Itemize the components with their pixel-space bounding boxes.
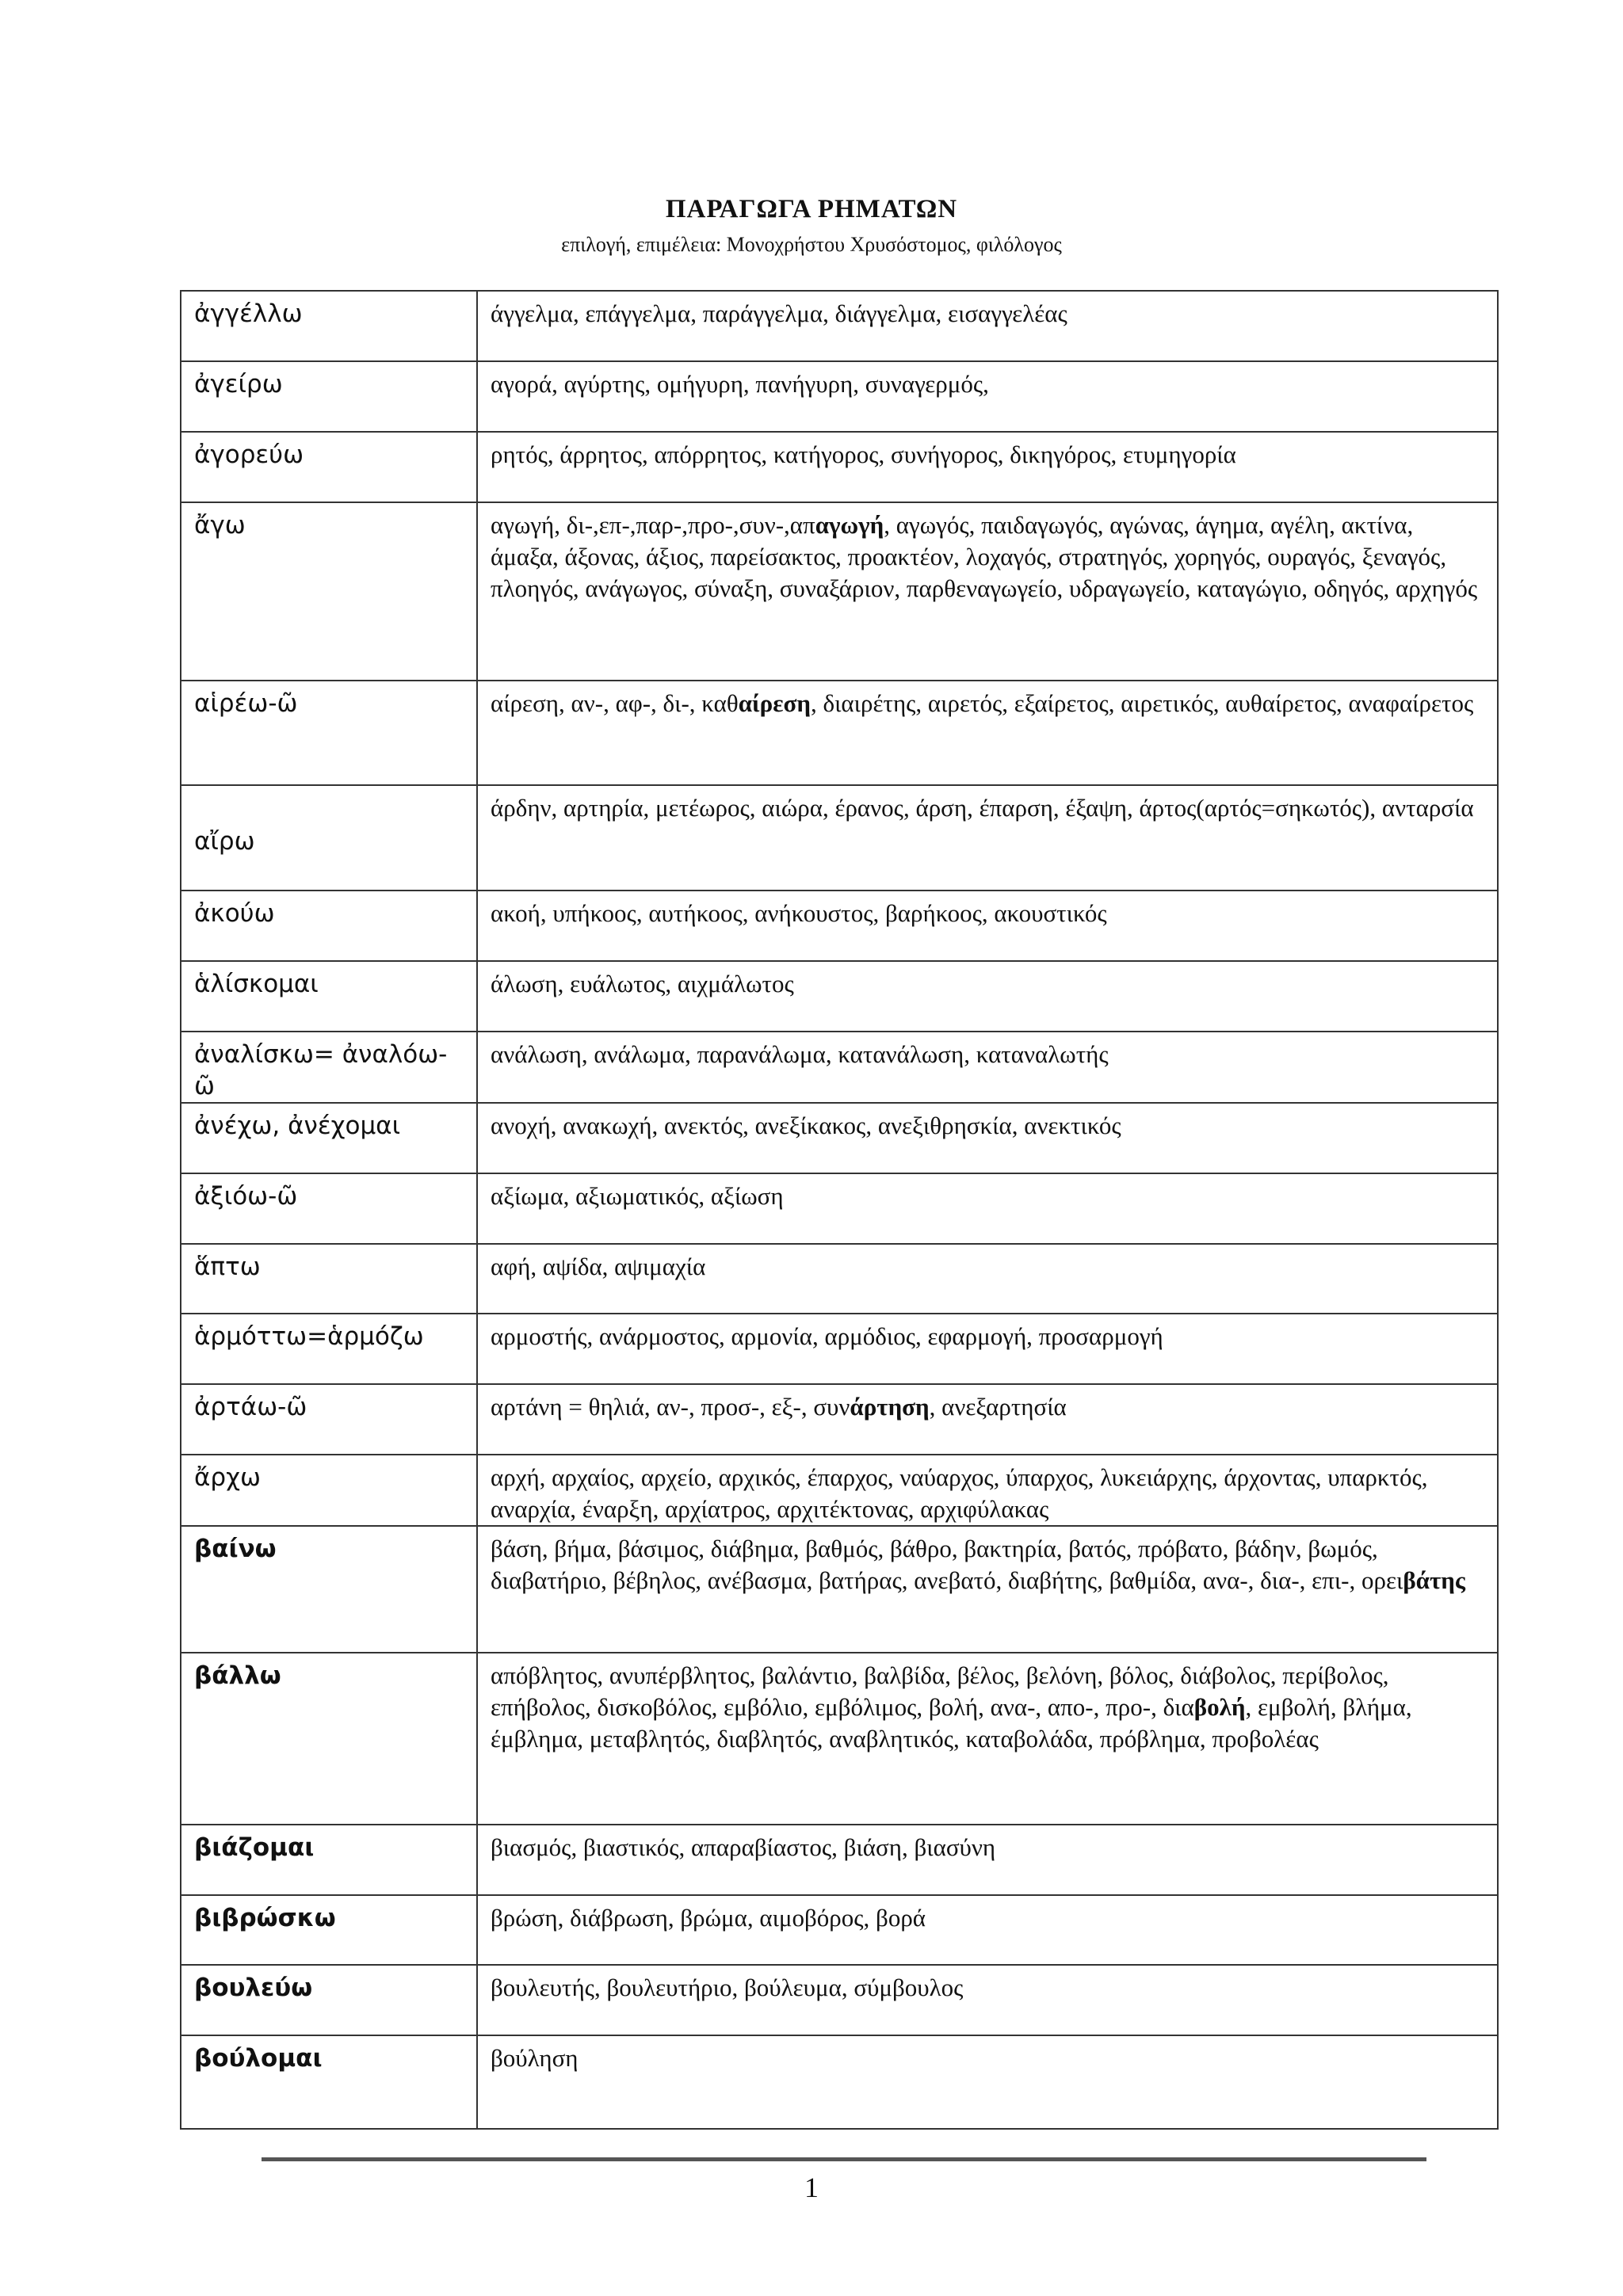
table-row — [181, 1173, 1498, 1244]
verb-cell — [181, 1173, 477, 1244]
table-row — [181, 361, 1498, 432]
derivatives-cell — [477, 1825, 1498, 1895]
derivatives-cell — [477, 1173, 1498, 1244]
verb-text: ἀγγέλλω — [194, 299, 303, 328]
table-row — [181, 1244, 1498, 1314]
derivatives-cell — [477, 1653, 1498, 1825]
derivative-text: , ανεξαρτησία — [929, 1393, 1067, 1421]
verb-text: βαίνω — [194, 1535, 277, 1563]
derivative-highlight: βολή — [1193, 1693, 1246, 1721]
derivatives-cell — [477, 1965, 1498, 2035]
table-row — [181, 1455, 1498, 1526]
verb-cell — [181, 961, 477, 1032]
derivatives-cell — [477, 1526, 1498, 1653]
verb-text: αἱρέω-ῶ — [194, 689, 298, 718]
table-row — [181, 1526, 1498, 1653]
verb-cell — [181, 502, 477, 681]
derivative-text: αρχή, αρχαίος, αρχείο, αρχικός, έπαρχος, ναύαρχος, ύπαρχος, λυκειάρχης, άρχοντας, υπαρκτός, αναρχία, έναρξη, αρχίατρος, αρχιτέκτονας, αρχιφύλακας — [491, 1463, 1428, 1523]
verb-cell — [181, 291, 477, 361]
table-row — [181, 1032, 1498, 1103]
table-row — [181, 291, 1498, 361]
derivatives-cell — [477, 891, 1498, 961]
verb-cell — [181, 891, 477, 961]
verb-cell — [181, 1384, 477, 1455]
verb-text: ἀρτάω-ῶ — [194, 1393, 307, 1421]
derivative-text: , αγωγός, παιδαγωγός, αγώνας, άγημα, αγέλη, ακτίνα, άμαξα, άξονας, άξιος, παρείσακτος, προακτέον, λοχαγός, στρατηγός, χορηγός, ουραγός, ξεναγός, πλοηγός, ανάγωγος, σύναξη, συναξάριον, παρθεναγωγείο, υδραγωγείο, καταγώγιο, οδηγός, αρχηγός — [491, 511, 1478, 602]
derivative-text: αρμοστής, ανάρμοστος, αρμονία, αρμόδιος, εφαρμογή, προσαρμογή — [491, 1322, 1163, 1350]
derivatives-cell — [477, 291, 1498, 361]
verb-cell — [181, 1455, 477, 1526]
derivative-text: , διαιρέτης, αιρετός, εξαίρετος, αιρετικός, αυθαίρετος, αναφαίρετος — [810, 689, 1474, 717]
derivatives-cell — [477, 2035, 1498, 2129]
derivative-highlight: άρτηση — [850, 1393, 930, 1421]
derivatives-cell — [477, 961, 1498, 1032]
derivative-text: αφή, αψίδα, αψιμαχία — [491, 1253, 706, 1280]
verb-cell — [181, 361, 477, 432]
verb-text: βιβρώσκω — [194, 1904, 336, 1932]
verb-text: ἀναλίσκω= ἀναλόω-ῶ — [194, 1040, 448, 1100]
verb-cell — [181, 1526, 477, 1653]
derivative-highlight: βάτης — [1403, 1566, 1465, 1594]
derivative-text: βουλευτής, βουλευτήριο, βούλευμα, σύμβουλος — [491, 1974, 964, 2001]
table-row — [181, 1825, 1498, 1895]
table-row — [181, 1103, 1498, 1173]
derivative-text: ανοχή, ανακωχή, ανεκτός, ανεξίκακος, ανεξιθρησκία, ανεκτικός — [491, 1112, 1121, 1139]
page-title: ΠΑΡΑΓΩΓΑ ΡΗΜΑΤΩΝ — [665, 195, 958, 223]
table-row — [181, 1653, 1498, 1825]
derivatives-table — [180, 290, 1499, 2130]
verb-text: αἴρω — [194, 826, 255, 856]
verb-cell — [181, 1103, 477, 1173]
derivative-text: βάση, βήμα, βάσιμος, διάβημα, βαθμός, βάθρο, βακτηρία, βατός, πρόβατο, βάδην, βωμός, διαβατήριο, βέβηλος, ανέβασμα, βατήρας, ανεβατό, διαβήτης, βαθμίδα, ανα-, δια-, επι-, ορει — [491, 1535, 1403, 1594]
verb-cell — [181, 432, 477, 502]
verb-cell — [181, 1314, 477, 1384]
derivative-text: , εμβολή, βλήμα, έμβλημα, μεταβλητός, διαβλητός, αναβλητικός, καταβολάδα, πρόβλημα, προβολέας — [491, 1693, 1412, 1753]
verb-text: βούλομαι — [194, 2044, 323, 2073]
verb-text: ἄρχω — [194, 1463, 261, 1492]
verb-cell — [181, 1965, 477, 2035]
derivative-text: βούληση — [491, 2044, 579, 2072]
verb-text: ἁρμόττω=ἁρμόζω — [194, 1322, 424, 1351]
verb-cell — [181, 785, 477, 891]
derivative-text: αίρεση, αν-, αφ-, δι-, καθ — [491, 689, 739, 717]
table-row — [181, 891, 1498, 961]
verb-cell — [181, 1032, 477, 1103]
verb-text: βάλλω — [194, 1661, 281, 1690]
table-row — [181, 681, 1498, 785]
derivative-highlight: αγωγή — [815, 511, 884, 539]
derivatives-cell — [477, 1103, 1498, 1173]
page-number: 1 — [804, 2172, 819, 2203]
table-row — [181, 1965, 1498, 2035]
derivative-highlight: αίρεση — [738, 689, 811, 717]
verb-text: ἀξιόω-ῶ — [194, 1182, 298, 1211]
derivative-text: αγωγή, δι-,επ-,παρ-,προ-,συν-,απ — [491, 511, 815, 539]
derivatives-cell — [477, 681, 1498, 785]
footer-divider — [262, 2157, 1426, 2161]
table-row — [181, 785, 1498, 891]
derivative-text: άγγελμα, επάγγελμα, παράγγελμα, διάγγελμα, εισαγγελέας — [491, 299, 1067, 327]
derivative-text: ακοή, υπήκοος, αυτήκοος, ανήκουστος, βαρήκοος, ακουστικός — [491, 899, 1107, 927]
derivative-text: βρώση, διάβρωση, βρώμα, αιμοβόρος, βορά — [491, 1904, 926, 1932]
derivative-text: αγορά, αγύρτης, ομήγυρη, πανήγυρη, συναγερμός, — [491, 370, 989, 398]
table-row — [181, 502, 1498, 681]
derivatives-cell — [477, 1032, 1498, 1103]
verb-text: βουλεύω — [194, 1974, 313, 2002]
verb-text: ἀκούω — [194, 899, 275, 928]
verb-text: βιάζομαι — [194, 1833, 315, 1862]
table-row — [181, 432, 1498, 502]
page-subtitle: επιλογή, επιμέλεια: Μονοχρήστου Χρυσόστομος, φιλόλογος — [561, 233, 1062, 256]
derivative-text: απόβλητος, ανυπέρβλητος, βαλάντιο, βαλβίδα, βέλος, βελόνη, βόλος, διάβολος, περίβολος, επήβολος, δισκοβόλος, εμβόλιο, εμβόλιμος, βολή, ανα-, απο-, προ-, δια — [491, 1661, 1389, 1721]
derivatives-cell — [477, 361, 1498, 432]
derivative-text: άλωση, ευάλωτος, αιχμάλωτος — [491, 970, 794, 997]
verb-cell — [181, 2035, 477, 2129]
derivative-text: ρητός, άρρητος, απόρρητος, κατήγορος, συνήγορος, δικηγόρος, ετυμηγορία — [491, 441, 1236, 468]
derivatives-cell — [477, 502, 1498, 681]
derivative-text: βιασμός, βιαστικός, απαραβίαστος, βιάση, βιασύνη — [491, 1833, 996, 1861]
verb-text: ἁλίσκομαι — [194, 970, 319, 998]
verb-text: ἀγορεύω — [194, 441, 304, 469]
derivatives-cell — [477, 1244, 1498, 1314]
derivatives-cell — [477, 432, 1498, 502]
verb-cell — [181, 681, 477, 785]
derivatives-cell — [477, 1455, 1498, 1526]
table-row — [181, 1384, 1498, 1455]
derivatives-table-body — [181, 291, 1498, 2129]
verb-text: ἀγείρω — [194, 370, 283, 399]
verb-cell — [181, 1653, 477, 1825]
derivative-text: αξίωμα, αξιωματικός, αξίωση — [491, 1182, 784, 1210]
derivatives-cell — [477, 1895, 1498, 1965]
verb-cell — [181, 1244, 477, 1314]
verb-text: ἄγω — [194, 511, 246, 540]
table-row — [181, 1314, 1498, 1384]
verb-text: ἅπτω — [194, 1253, 261, 1281]
verb-cell — [181, 1825, 477, 1895]
verb-cell — [181, 1895, 477, 1965]
derivative-text: άρδην, αρτηρία, μετέωρος, αιώρα, έρανος, άρση, έπαρση, έξαψη, άρτος(αρτός=σηκωτός), ανταρσία — [491, 794, 1474, 822]
derivative-text: ανάλωση, ανάλωμα, παρανάλωμα, κατανάλωση, καταναλωτής — [491, 1040, 1109, 1068]
table-row — [181, 961, 1498, 1032]
verb-text: ἀνέχω, ἀνέχομαι — [194, 1112, 401, 1140]
derivative-text: αρτάνη = θηλιά, αν-, προσ-, εξ-, συν — [491, 1393, 850, 1421]
derivatives-cell — [477, 785, 1498, 891]
table-row — [181, 1895, 1498, 1965]
table-row — [181, 2035, 1498, 2129]
derivatives-cell — [477, 1314, 1498, 1384]
derivatives-cell — [477, 1384, 1498, 1455]
